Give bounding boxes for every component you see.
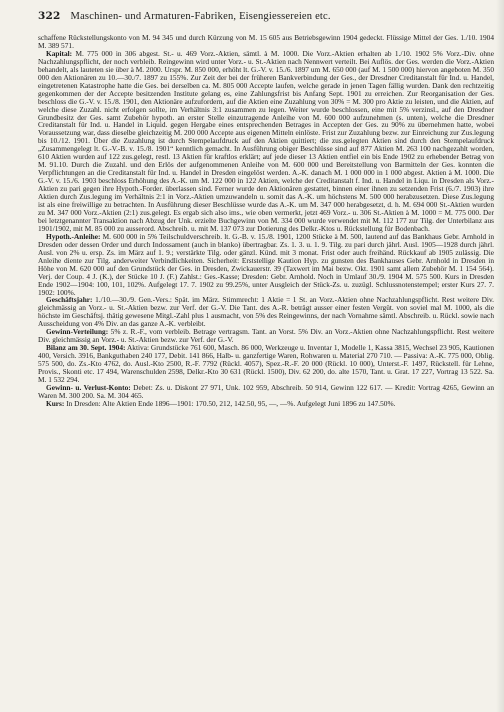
running-title: Maschinen- und Armaturen-Fabriken, Eisengiessereien etc. — [70, 11, 331, 22]
paragraph-lead: Kurs: — [46, 398, 65, 408]
paragraph-text: M. 775 000 in 306 abgest. St.- u. 469 Vorz.-Aktien, sämtl. à M. 1000. Die Vorz.-Aktien erhalten ab 1./10. 1902 5% Vorz.-Div. ohne Nachzahlungspflicht, der noch verbleib. Reingewinn wird unter Vorz.- u. St.-Aktien nach Nennwert verteilt. Bei Auflös. der Ges. werden die Vorz.-Aktien behandelt, als lauteten sie über à M. 2000. Urspr. M. 850 000, erhöht lt. G.-V. v. 15./6. 1897 um M. 650 000 (auf M. 1 500 000) hiervon angeboten M. 350 000 den Aktionären zu 10.—30./7. 1897 zu 155%. Zur Zeit der bei der früheren Bankverbindung der Ges., der Dresdner Creditanstalt für Ind. u. Handel, eingetretenen Katastrophe hatte die Ges. bei derselben ca. M. 805 000 Accepte laufen, welche gerade in jenen Tagen fällig wurden. Dank den rechtzeitig gegenkommen der der Accepte besitzenden Institute gelang es, eine Zahlungsfrist bis Anfang Sept. 1901 zu erreichen. Zur Reorganisation der Ges. beschloss die G.-V. v. 15./8. 1901, den Aktionäre aufzufordern, auf die Aktien eine Zuzahlung von 30% = M. 300 pro Aktie zu leisten, und die Aktien, auf welche diese Zuzahl. nicht erfolgen sollte, im Verhältnis 3:1 zusammen zu legen. Weiter wurde beschlossen, eine mit 5% verzinsl., auf den Dresdner Grundbesitz der Ges. samt Zubehör hypoth. an erster Stelle einzutragende Anleihe von M. 600 000 aufzunehmen (s. unten), welche die Dresdner Creditanstalt für Ind. u. Handel in Liquid. gegen Hergabe eines entsprechenden Betrages in Accepten der Ges. zu 90% zu übernehmen hatte, wobei Voraussetzung war, dass dieselbe gleichzeitig M. 200 000 Accepte aus eigenen Mitteln einlöste. Frist zur Zuzahlung bezw. zur Einreichung zur Zus.legung bis 10./12. 1901. Über die Zuzahlung ist durch Stempelaufdruck auf den Aktien quittiert; die zus.gelegten Aktien sind durch den Stempelaufdruck „Zusammengelegt lt. G.-V.-B. v. 15./8. 1901“ kenntlich gemacht. In Ausführung obiger Beschlüsse sind auf 877 Aktien M. 263 100 nachgezahlt worden, 610 Aktien wurden auf 122 zus.gelegt, restl. 13 Aktien für kraftlos erklärt; auf jede dieser 13 Aktien entfiel ein bis Ende 1902 zu erhebender Betrag von M. 91.10. Durch die Zuzahl. und den Erlös der aufgenommenen Anleihe von M. 600 000 und Bereitstellung von Barmitteln der Ges. konnten die Verpflichtungen an die Creditanstalt für Ind. u. Handel in Dresden eingelöst werden. A.-K. danach M. 1 000 000 in 1 000 abgest. Aktien à M. 1000. Die G.-V. v. 15./6. 1903 beschloss Erhöhung des A.-K. um M. 122 000 in 122 Aktien, welche der Creditanstalt f. Ind. u. Handel in Liqu. in Dresden als Vorz.-Aktien zu pari gegen ihre Hypoth.-Forder. überlassen sind. Ferner wurde den Aktionären gestattet, binnen einer ihnen zu setzenden Frist (6./7. 1903) ihre Aktien durch Zus.legung im Verhältnis 2:1 in Vorz.-Aktien umzuwandeln u. somit das A.-K. um höchstens M. 500 000 herabzusetzen. Diese Zus.legung ist als eine freiwillige zu betrachten. In Ausführung dieser Beschlüsse wurde das A.-K. um M. 347 000 herabgesetzt, d. h. M. 694 000 St.-Aktien wurden zu M. 347 000 Vorz.-Aktien (2:1) zus.gelegt. Es ergab sich also ims., wie oben vermerkt, jetzt 469 Vorz.- u. 306 St.-Aktien à M. 1000 = M. 775 000. Der bei letztgenannter Transaktion nach Abzug der Unk. erzielte Buchgewinn von M. 334 000 wurde verwendet mit M. 112 177 zur Tilg. der Unterbilanz aus 1901/1902, mit M. 85 000 zu ausserord. Abschreib. u. mit M. 137 073 zur Dotierung des Delkr.-Ktos u. Rückstellung für Bodenbach. — [38, 48, 494, 233]
paragraph-kurs — [38, 400, 494, 408]
page-header — [38, 10, 494, 28]
paragraph-text: Debet: Zs. u. Diskont 27 971, Unk. 102 959, Abschreib. 50 914, Gewinn 122 617. — Kredit: Vortrag 4265, Gewinn an Waren M. 300 200. Sa. M. 304 465. — [38, 382, 494, 400]
paragraph-lead: Geschäftsjahr: — [46, 295, 93, 305]
paragraph-lead: Bilanz am 30. Sept. 1904: — [46, 343, 126, 353]
page-gutter-shadow — [496, 0, 504, 712]
paragraph-gewinn-verteilung — [38, 328, 494, 344]
paragraph-text: 5% z. R.-F., vom verbleib. Betrage vertragsm. Tant. an Vorst. 5% Div. an Vorz.-Aktien ohne Nachzahlungspflicht. Rest weitere Div. gleichmässig an Vorz.- u. St.-Aktien bezw. zur Verf. der G.-V. — [38, 327, 495, 345]
paragraph-bilanz — [38, 344, 494, 384]
paragraph-lead: Kapital: — [46, 48, 73, 58]
paragraph-lead: Gewinn- u. Verlust-Konto: — [46, 382, 131, 392]
paragraph-text: 1./10.—30./9. Gen.-Vers.: Spät. im März. Stimmrecht: 1 Aktie = 1 St. an Vorz.-Aktien ohne Nachzahlungspflicht. Rest weitere Div. gleichmässig an Vorz.- u. St.-Aktien bezw. zur Verf. der G.-V. Die Tant. des A.-R. beträgt ausser einer festen Vergüt. von soviel mal M. 1000, als die höchste im Geschäftsj. thätig gewesene Mitgl.-Zahl plus 1 ausmacht, von 5% des Reingewinns, der nach Vornahme sämtl. Abschreib. u. Rückl. sowie nach Ausscheidung von 4% Div. an das ganze A.-K. verbleibt. — [38, 295, 494, 329]
paragraph-geschaeftsjahr — [38, 296, 494, 328]
paragraph-balance-remark — [38, 34, 494, 50]
paragraph-text: In Dresden: Alte Aktien Ende 1896—1901: 170.50, 212, 142.50, 95, —, —%. Aufgelegt Juni 1896 zu 147.50%. — [66, 398, 396, 408]
paragraph-hypoth-anleihe — [38, 233, 494, 297]
paragraph-text: schaffene Rückstellungskonto von M. 94 345 und durch Kürzung von M. 15 605 aus Betriebsgewinn 1904 gedeckt. Flüssige Mittel der Ges. 1./10. 1904 M. 389 571. — [38, 33, 494, 50]
page-number: 322 — [38, 10, 61, 22]
body-text — [38, 34, 494, 408]
paragraph-kapital — [38, 50, 494, 233]
paragraph-text: M. 600 000 in 5% Teilschuldverschreib. lt. G.-B. v. 15./8. 1901, 1200 Stücke à M. 500, lautend auf das Bankhaus Gebr. Arnhold in Dresden oder dessen Order und durch Indossament (auch in blanko) übertragbar. Zs. 1. 3. u. 1. 9. Tilg. zu pari durch jährl. Ausl. 1905—1928 durch jährl. Ausl. von 2% u. ersp. Zs. im März auf 1. 9.; verstärkte Tilg. oder gänzl. Künd. mit 3 monat. Frist oder auch freihänd. Rückkauf ab 1905 zulässig. Die Anleihe diente zur Tilg. anderweiter Verbindlichkeiten. Sicherheit: Erststellige Kaution Hyp. zu gunsten des Bankhauses Gebr. Arnhold in Dresden in Höhe von M. 620 000 auf den Grundstück der Ges. in Dresden, Zwickauerstr. 39 (Taxwert im Mai bezw. Okt. 1901 samt allem Zubehör M. 1 154 564). Verj. der Coup. 4 J. (K.), der Stücke 10 J. (F.) Zahlst.: Ges.-Kasse; Dresden: Gebr. Arnhold. Noch in Umlauf 30./9. 1904 M. 575 500. Kurs in Dresden Ende 1902—1904: 100, 101, 102%. Aufgelegt 17. 7. 1902 zu 99.25%, unter Ausgleich der Stück-Zs. u. zuzügl. Schlussnotenstempel; erster Kurs 27. 7. 1902: 100%. — [38, 231, 494, 297]
paragraph-gewinn-verlust — [38, 384, 494, 400]
paragraph-lead: Gewinn-Verteilung: — [46, 327, 109, 337]
paragraph-text: Aktiva: Grundstücke 761 600, Masch. 86 000, Werkzeuge u. Inventar 1, Modelle 1, Kassa 3815, Wechsel 23 905, Kautionen 400, Versich. 3916, Bankguthaben 240 177, Debit. 141 866, Halb- u. ganzfertige Waren, Rohwaren u. Material 270 710. — Passiva: A.-K. 775 000, Oblig. 575 500, do. Zs.-Kto 4762, do. Ausl.-Kto 2500, R.-F. 7792 (Rückl. 4057), Spez.-R.-F. 20 000 (Rückl. 10 000), Unterst.-F. 1497, Rückstell. für Lehne, Provis., Skonti etc. 17 494, Warenschulden 2598, Delkr.-Kto 30 631 (Rückl. 1500), Div. 62 200, do. alte 1570, Tant. u. Grat. 17 227, Vortrag 13 522. Sa. M. 1 532 294. — [38, 343, 495, 384]
paragraph-lead: Hypoth.-Anleihe: — [46, 231, 101, 241]
